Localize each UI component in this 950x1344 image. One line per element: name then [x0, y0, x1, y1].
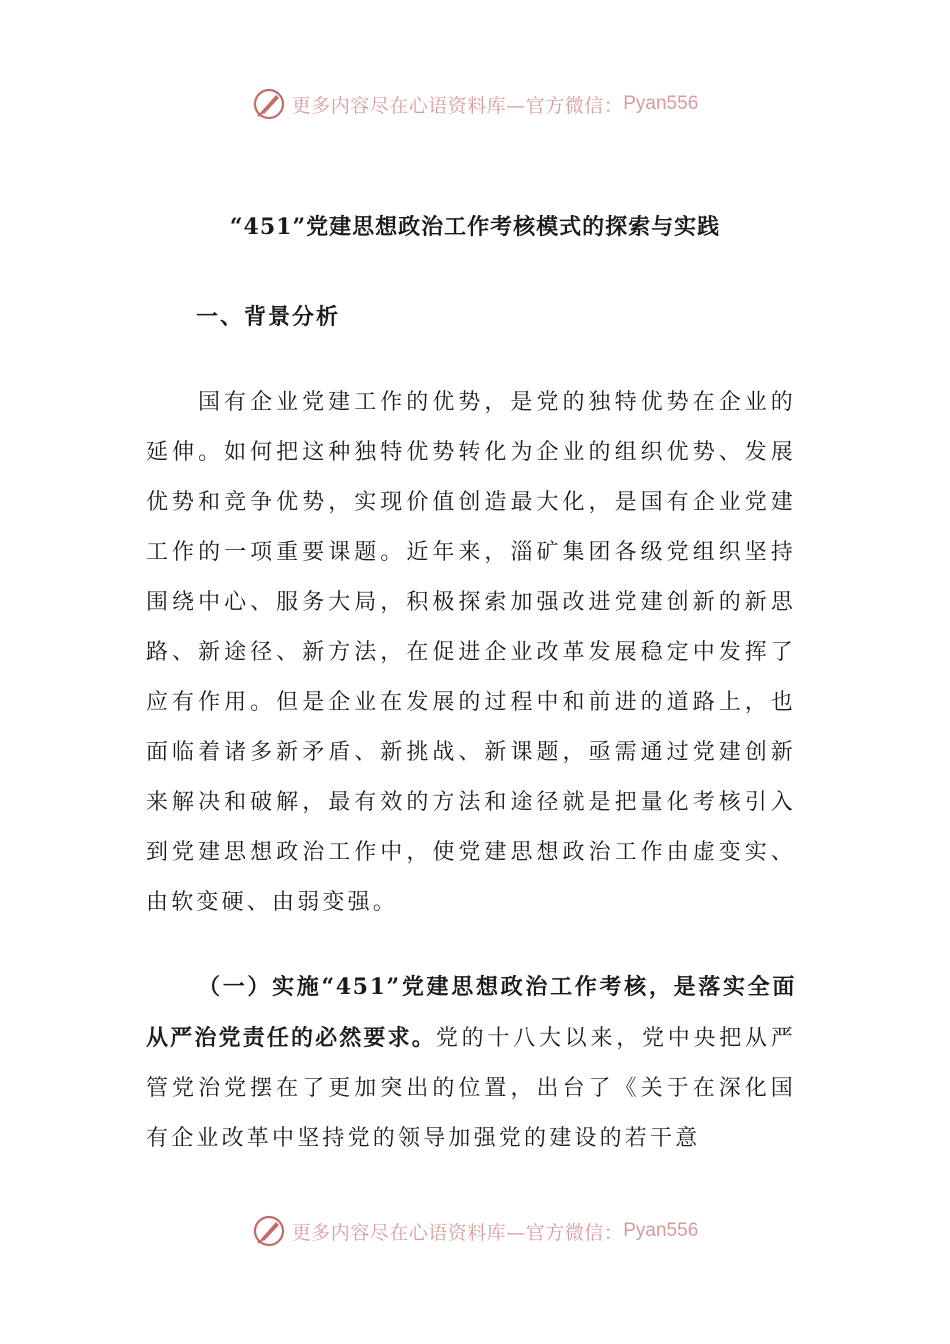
paragraph-lead-bold: （一）实施“451”党建思想政治工作考核，是落实全面从严治党责任的必然要求。 — [146, 974, 796, 1051]
watermark-text-top: 更多内容尽在心语资料库—官方微信： — [291, 94, 624, 117]
quill-logo-icon — [252, 1214, 286, 1248]
watermark-wechat-id-bottom: Pyan556 — [623, 1220, 699, 1241]
watermark-banner-bottom — [0, 1211, 950, 1251]
paragraph-background: 国有企业党建工作的优势，是党的独特优势在企业的延伸。如何把这种独特优势转化为企业的组织优势、发展优势和竞争优势，实现价值创造最大化，是国有企业党建工作的一项重要课题。近年来，淄矿集团各级党组织坚持围绕中心、服务大局，积极探索加强改进党建创新的新思路、新途径、新方法，在促进企业改革发展稳定中发挥了应有作用。但是企业在发展的过程中和前进的道路上，也面临着诸多新矛盾、新挑战、新课题，亟需通过党建创新来解决和破解，最有效的方法和途径就是把量化考核引入到党建思想政治工作中，使党建思想政治工作由虚变实、由软变硬、由弱变强。 — [146, 390, 796, 915]
watermark-text-bottom: 更多内容尽在心语资料库—官方微信： — [291, 1221, 624, 1244]
quill-logo-icon — [252, 87, 286, 121]
document-title: “451”党建思想政治工作考核模式的探索与实践 — [229, 214, 721, 240]
watermark-banner-top — [0, 84, 950, 124]
section-heading: 一、背景分析 — [196, 304, 341, 330]
paragraph-requirement — [146, 962, 796, 1164]
watermark-wechat-id-top: Pyan556 — [623, 93, 699, 114]
paragraph-body: 党的十八大以来，党中央把从严管党治党摆在了更加突出的位置，出台了《关于在深化国有企业改革中坚持党的领导加强党的建设的若干意 — [146, 1026, 796, 1151]
